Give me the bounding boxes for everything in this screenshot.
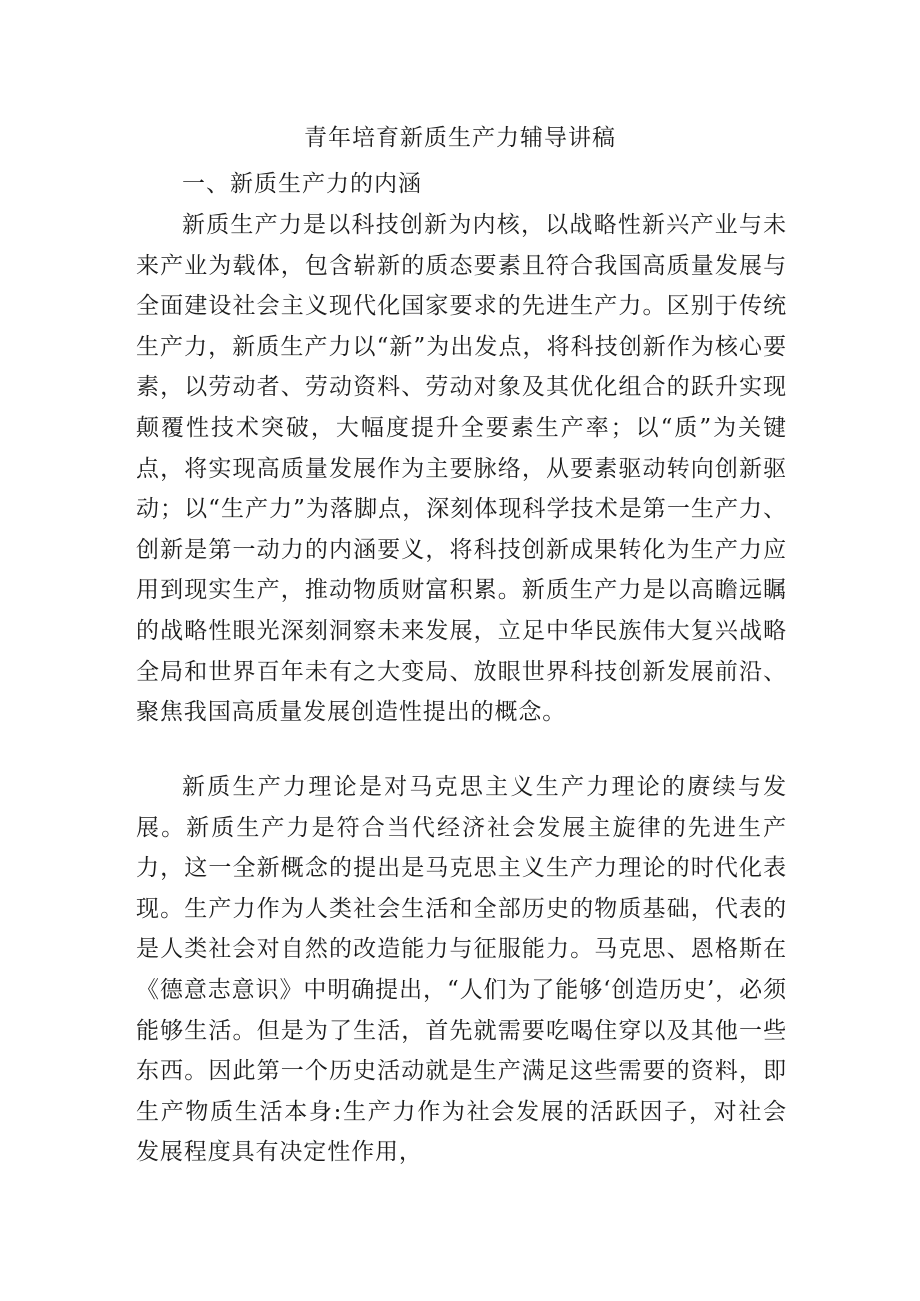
document-title: 青年培育新质生产力辅导讲稿: [304, 125, 616, 151]
paragraph-2: 新质生产力理论是对马克思主义生产力理论的赓续与发展。新质生产力是符合当代经济社会发展主旋律的先进生产力，这一全新概念的提出是马克思主义生产力理论的时代化表现。生产力作为人类社会生活和全部历史的物质基础，代表的是人类社会对自然的改造能力与征服能力。马克思、恩格斯在《德意志意识》中明确提出，“人们为了能够‘创造历史’，必须能够生活。但是为了生活，首先就需要吃喝住穿以及其他一些东西。因此第一个历史活动就是生产满足这些需要的资料，即生产物质生活本身:生产力作为社会发展的活跃因子，对社会发展程度具有决定性作用，: [136, 774, 787, 1166]
paragraph-1: 新质生产力是以科技创新为内核，以战略性新兴产业与未来产业为载体，包含崭新的质态要素且符合我国高质量发展与全面建设社会主义现代化国家要求的先进生产力。区别于传统生产力，新质生产力以“新”为出发点，将科技创新作为核心要素，以劳动者、劳动资料、劳动对象及其优化组合的跃升实现颠覆性技术突破，大幅度提升全要素生产率；以“质”为关键点，将实现高质量发展作为主要脉络，从要素驱动转向创新驱动；以“生产力”为落脚点，深刻体现科学技术是第一生产力、创新是第一动力的内涵要义，将科技创新成果转化为生产力应用到现实生产，推动物质财富积累。新质生产力是以高瞻远瞩的战略性眼光深刻洞察未来发展，立足中华民族伟大复兴战略全局和世界百年未有之大变局、放眼世界科技创新发展前沿、聚焦我国高质量发展创造性提出的概念。: [136, 212, 787, 726]
section-heading: 一、新质生产力的内涵: [182, 171, 422, 197]
